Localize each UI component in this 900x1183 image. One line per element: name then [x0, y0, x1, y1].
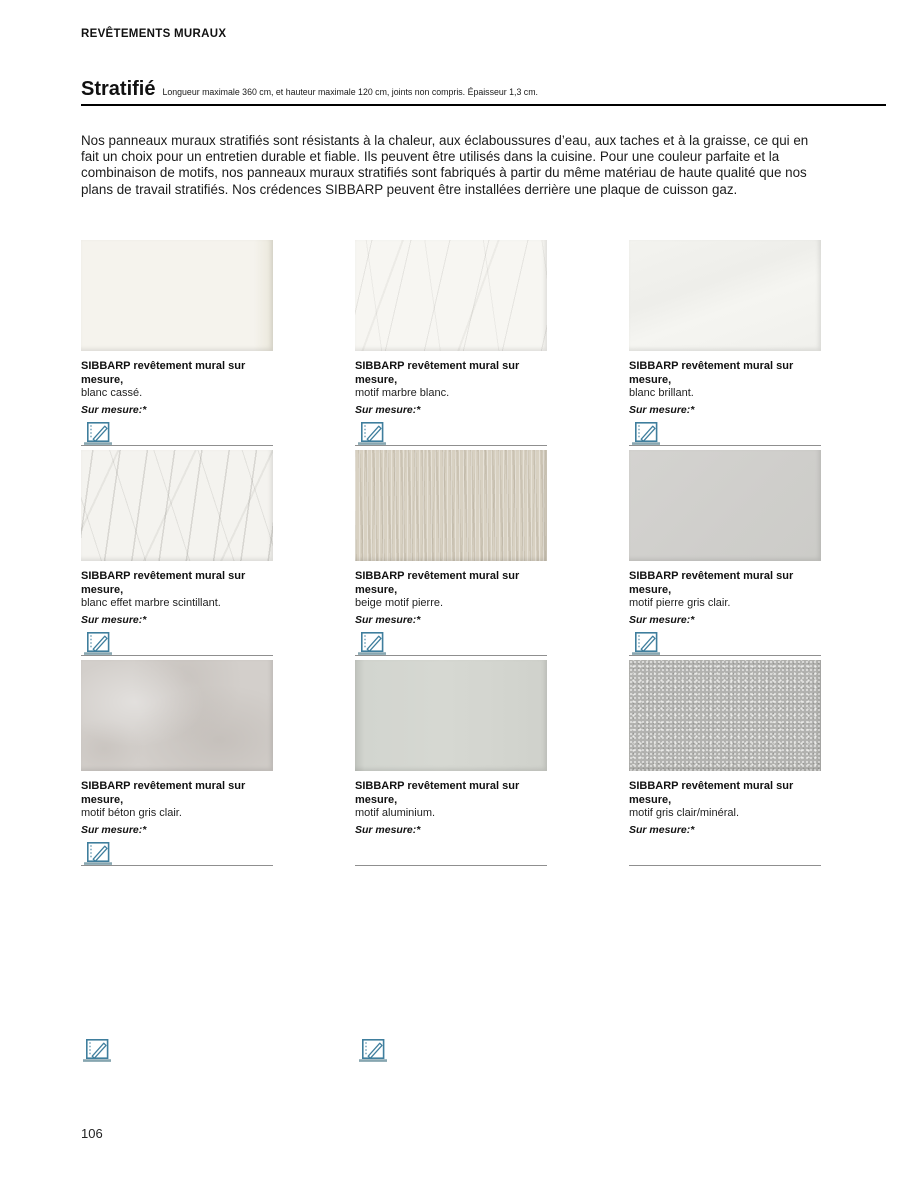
- custom-measure-icon: [82, 1038, 112, 1062]
- icon-row: [355, 421, 547, 445]
- custom-measure-label: Sur mesure:*: [629, 823, 695, 836]
- product-title: SIBBARP revêtement mural sur mesure,: [355, 360, 520, 386]
- icon-row: [629, 421, 821, 445]
- product-swatch: [81, 450, 273, 561]
- price-line: [81, 445, 273, 446]
- section-title-row: [81, 78, 538, 101]
- icon-row: [629, 841, 821, 865]
- product-title: SIBBARP revêtement mural sur mesure,: [355, 570, 520, 596]
- product-title: SIBBARP revêtement mural sur mesure,: [629, 570, 794, 596]
- product-swatch: [629, 660, 821, 771]
- intro-paragraph: Nos panneaux muraux stratifiés sont résistants à la chaleur, aux éclaboussures d’eau, aux taches et à la graisse, ce qui en fait un choix pour un entretien durable et fiable. Ils peuvent être utilisés dans la cuisine. Pour une couleur parfaite et la combinaison de motifs, nos panneaux muraux stratifiés sont fabriqués à partir du même matériau de haute qualité que nos plans de travail stratifiés. Nos crédences SIBBARP peuvent être installées derrière une plaque de cuisson gaz.: [81, 133, 809, 197]
- product-variant: blanc cassé.: [81, 387, 143, 399]
- custom-measure-icon: [358, 1038, 388, 1062]
- page-number: 106: [81, 1126, 103, 1141]
- custom-measure-label: Sur mesure:*: [81, 823, 147, 836]
- product-swatch: [355, 660, 547, 771]
- product-title: SIBBARP revêtement mural sur mesure,: [355, 780, 520, 806]
- product-variant: motif marbre blanc.: [355, 387, 450, 399]
- product-title: SIBBARP revêtement mural sur mesure,: [629, 780, 794, 806]
- product-variant: blanc effet marbre scintillant.: [81, 597, 221, 609]
- product-cell: [629, 240, 821, 450]
- custom-measure-icon: [357, 421, 387, 445]
- product-title: SIBBARP revêtement mural sur mesure,: [81, 360, 246, 386]
- category-header: REVÊTEMENTS MURAUX: [81, 28, 227, 40]
- icon-row: [629, 631, 821, 655]
- custom-measure-icon: [83, 421, 113, 445]
- product-title: SIBBARP revêtement mural sur mesure,: [81, 780, 246, 806]
- icon-row: [81, 841, 273, 865]
- product-variant: blanc brillant.: [629, 387, 694, 399]
- icon-row: [355, 841, 547, 865]
- price-line: [355, 655, 547, 656]
- custom-measure-label: Sur mesure:*: [355, 613, 421, 626]
- product-cell: [81, 240, 273, 450]
- product-swatch: [355, 240, 547, 351]
- product-cell: [81, 450, 273, 660]
- product-variant: motif pierre gris clair.: [629, 597, 731, 609]
- product-variant: motif gris clair/minéral.: [629, 807, 740, 819]
- product-cell: [355, 240, 547, 450]
- icon-row: [355, 631, 547, 655]
- product-title: SIBBARP revêtement mural sur mesure,: [81, 570, 246, 596]
- custom-measure-label: Sur mesure:*: [355, 823, 421, 836]
- custom-measure-icon: [83, 631, 113, 655]
- product-grid: [81, 240, 821, 870]
- header-rule: [81, 104, 886, 106]
- custom-measure-icon: [83, 841, 113, 865]
- price-line: [629, 865, 821, 866]
- custom-measure-label: Sur mesure:*: [81, 613, 147, 626]
- price-line: [629, 445, 821, 446]
- product-swatch: [629, 240, 821, 351]
- price-line: [81, 865, 273, 866]
- product-variant: motif béton gris clair.: [81, 807, 182, 819]
- product-variant: motif aluminium.: [355, 807, 436, 819]
- custom-measure-icon: [631, 631, 661, 655]
- product-cell: [629, 450, 821, 660]
- product-cell: [629, 660, 821, 870]
- product-cell: [81, 660, 273, 870]
- product-cell: [355, 450, 547, 660]
- icon-row: [81, 421, 273, 445]
- section-title: Stratifié: [81, 78, 156, 100]
- price-line: [355, 445, 547, 446]
- custom-measure-icon: [357, 631, 387, 655]
- price-line: [629, 655, 821, 656]
- custom-measure-label: Sur mesure:*: [81, 403, 147, 416]
- custom-measure-icon: [631, 421, 661, 445]
- product-title: SIBBARP revêtement mural sur mesure,: [629, 360, 794, 386]
- product-swatch: [81, 660, 273, 771]
- product-swatch: [629, 450, 821, 561]
- product-swatch: [355, 450, 547, 561]
- price-line: [81, 655, 273, 656]
- price-line: [355, 865, 547, 866]
- section-subtitle: Longueur maximale 360 cm, et hauteur maximale 120 cm, joints non compris. Épaisseur 1,3 cm.: [162, 87, 538, 97]
- custom-measure-label: Sur mesure:*: [355, 403, 421, 416]
- product-cell: [355, 660, 547, 870]
- product-swatch: [81, 240, 273, 351]
- product-variant: beige motif pierre.: [355, 597, 444, 609]
- custom-measure-label: Sur mesure:*: [629, 613, 695, 626]
- custom-measure-label: Sur mesure:*: [629, 403, 695, 416]
- icon-row: [81, 631, 273, 655]
